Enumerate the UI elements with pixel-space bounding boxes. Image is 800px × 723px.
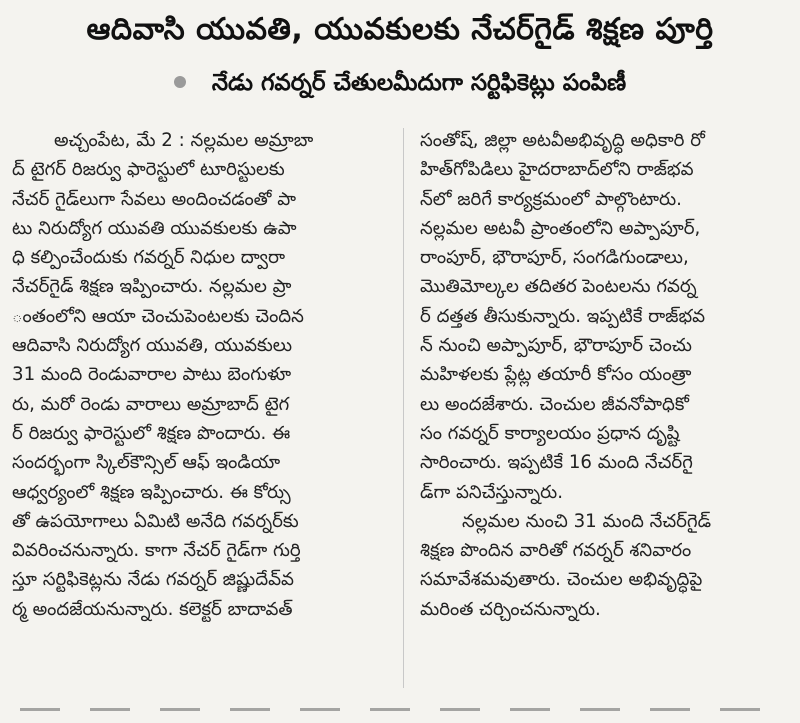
text-line: టు నిరుద్యోగ యువతి యువకులకు ఉపా [12, 217, 297, 239]
subheadline-row [0, 70, 800, 102]
text-line: సందర్భంగా స్కిల్‌కౌన్సిల్ ఆఫ్ ఇండియా [12, 452, 281, 474]
text-line: న్‌లో జరిగే కార్యక్రమంలో పాల్గొంటారు. [420, 188, 682, 210]
text-line: నేచర్ గైడ్‌లుగా సేవలు అందించడంతో పా [12, 188, 296, 210]
text-line: సమావేశమవుతారు. చెంచుల అభివృద్ధిపై [420, 569, 703, 591]
text-line: ధి కల్పించేందుకు గవర్నర్ నిధుల ద్వారా [12, 247, 286, 269]
text-line: హిత్‌గోపిడిలు హైదరాబాద్‌లోని రాజ్‌భవ [420, 159, 694, 181]
text-line: 31 మంది రెండువారాల పాటు బెంగుళూ [12, 364, 292, 386]
text-line: అచ్చంపేట, మే 2 : నల్లమల అమ్రాబా [54, 130, 314, 151]
text-line: ంతంలోని ఆయా చెంచుపెంటలకు చెందిన [12, 305, 304, 327]
left-column [12, 126, 382, 624]
text-line: వివరించనున్నారు. కాగా నేచర్ గైడ్‌గా గుర్తి [12, 540, 301, 562]
text-line: ర్ దత్తత తీసుకున్నారు. ఇప్పటికే రాజ్‌భవ [420, 305, 706, 327]
text-line: ద్ టైగర్ రిజర్వు ఫారెస్టులో టూరిస్టులకు [12, 159, 285, 181]
text-line: మహిళలకు ప్లేట్ల తయారీ కోసం యంత్రా [420, 364, 692, 386]
subheadline: నేడు గవర్నర్ చేతులమీదుగా సర్టిఫికెట్లు పంపిణీ [211, 70, 627, 96]
text-line: సారించారు. ఇప్పటికే 16 మంది నేచర్‌గై [420, 452, 693, 474]
text-line: రు, మరో రెండు వారాలు అమ్రాబాద్ టైగ [12, 393, 290, 415]
bullet-icon [174, 76, 186, 88]
text-line: లు అందజేశారు. చెంచుల జీవనోపాధికో [420, 393, 689, 415]
text-line: తో ఉపయోగాలు ఏమిటి అనేది గవర్నర్‌కు [12, 510, 299, 532]
cropped-next-article [20, 708, 780, 711]
text-line: సంతోష్, జిల్లా అటవీఅభివృద్ధి అధికారి రో [420, 130, 705, 151]
text-line: నేచర్‌గైడ్ శిక్షణ ఇప్పించారు. నల్లమల ప్రా [12, 276, 292, 298]
text-line: ర్ రిజర్వు ఫారెస్టులో శిక్షణ పొందారు. ఈ [12, 422, 291, 444]
text-line: న్ నుంచి అప్పాపూర్, భౌరాపూర్ చెంచు [420, 335, 692, 357]
headline: ఆదివాసి యువతి, యువకులకు నేచర్‌గైడ్ శిక్షణ పూర్తి [86, 12, 714, 47]
text-line: రాంపూర్, భౌరాపూర్, సంగడిగుండాలు, [420, 247, 689, 269]
text-line: నల్లమల అటవీ ప్రాంతంలోని అప్పాపూర్, [420, 217, 701, 239]
text-line: సం గవర్నర్ కార్యాలయం ప్రధాన దృష్టి [420, 422, 680, 444]
text-line: ఆధ్వర్యంలో శిక్షణ ఇప్పించారు. ఈ కోర్సు [12, 481, 291, 503]
text-line: ర్మ అందజేయనున్నారు. కలెక్టర్ బాదావత్ [12, 598, 293, 620]
text-line: మొతిమోల్కల తదితర పెంటలను గవర్న [420, 276, 697, 298]
right-column [420, 126, 790, 624]
column-divider [403, 128, 404, 688]
text-line: నల్లమల నుంచి 31 మంది నేచర్‌గైడ్ [462, 510, 712, 532]
text-line: ఆదివాసి నిరుద్యోగ యువతి, యువకులు [12, 335, 292, 357]
text-line: మరింత చర్చించనున్నారు. [420, 598, 601, 620]
text-line: శిక్షణ పొందిన వారితో గవర్నర్ శనివారం [420, 540, 692, 562]
text-line: డ్‌గా పనిచేస్తున్నారు. [420, 481, 563, 503]
text-line: స్తూ సర్టిఫికెట్లను నేడు గవర్నర్ జిష్ణుదేవ్‌వ [12, 569, 294, 591]
